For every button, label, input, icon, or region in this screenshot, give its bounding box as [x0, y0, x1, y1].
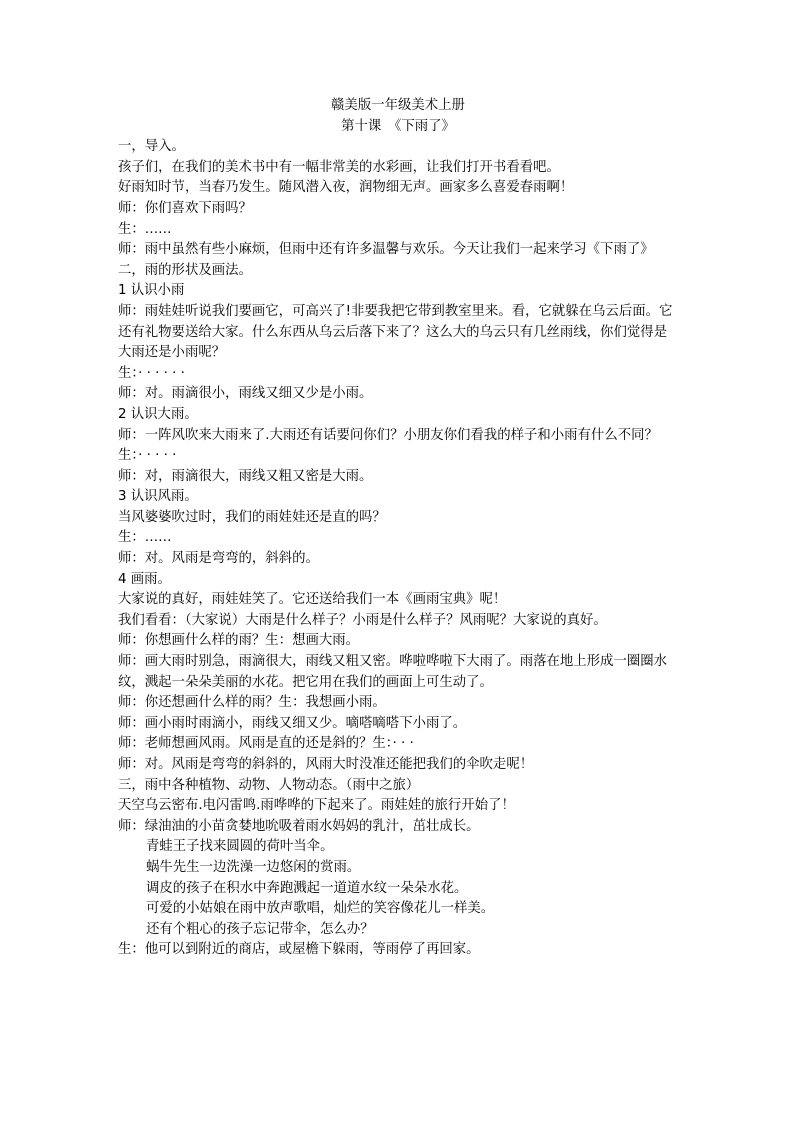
dialogue-line: 师：老师想画风雨。风雨是直的还是斜的？生：· · · [118, 736, 414, 752]
dialogue-line: 师：你们喜欢下雨吗？ [118, 200, 252, 216]
paragraph: 孩子们，在我们的美术书中有一幅非常美的水彩画，让我们打开书看看吧。 [118, 159, 560, 175]
dialogue-line: 师：你想画什么样的雨？生：想画大雨。 [118, 633, 360, 649]
section-heading: 二，雨的形状及画法。 [118, 262, 252, 278]
lesson-title: 第十课 《下雨了》 [341, 118, 455, 134]
subsection-heading: 2 认识大雨。 [118, 406, 198, 422]
dialogue-line: 生：· · · · · [118, 448, 177, 464]
indented-line: 还有个粗心的孩子忘记带伞，怎么办？ [146, 921, 374, 937]
dialogue-line: 师：画小雨时雨滴小，雨线又细又少。嘀嗒嘀嗒下小雨了。 [118, 715, 467, 731]
dialogue-line: 师：绿油油的小苗贪婪地吮吸着雨水妈妈的乳汁，茁壮成长。 [118, 818, 480, 834]
dialogue-line: 生：他可以到附近的商店，或屋檐下躲雨，等雨停了再回家。 [118, 942, 480, 958]
subsection-heading: 1 认识小雨 [118, 283, 185, 299]
section-heading: 三，雨中各种植物、动物、人物动态。（雨中之旅） [118, 777, 420, 793]
dialogue-line: 师：雨娃娃听说我们要画它，可高兴了!非要我把它带到教室里来。看，它就躲在乌云后面。它还有礼物要送给大家。什么东西从乌云后落下来了？这么大的乌云只有几丝雨线，你们觉得是大雨还是小雨呢？ [118, 303, 673, 361]
section-heading: 一，导入。 [118, 139, 185, 155]
subsection-heading: 4 画雨。 [118, 571, 171, 587]
dialogue-line: 师：你还想画什么样的雨？生：我想画小雨。 [118, 695, 386, 711]
document-page [118, 96, 678, 961]
paragraph: 当风婆婆吹过时，我们的雨娃娃还是直的吗？ [118, 509, 386, 525]
dialogue-line: 生：· · · · · · [118, 365, 185, 381]
book-title: 赣美版一年级美术上册 [331, 98, 465, 113]
paragraph: 我们看看：（大家说）大雨是什么样子？小雨是什么样子？风雨呢？大家说的真好。 [118, 612, 607, 628]
paragraph: 天空乌云密布.电闪雷鸣.雨哗哗的下起来了。雨娃娃的旅行开始了！ [118, 798, 515, 814]
dialogue-line: 师：对。雨滴很小，雨线又细又少是小雨。 [118, 386, 373, 402]
dialogue-line: 师：对。风雨是弯弯的斜斜的，风雨大时没准还能把我们的伞吹走呢！ [118, 757, 534, 772]
dialogue-line: 师：一阵风吹来大雨来了.大雨还有话要问你们？小朋友你们看我的样子和小雨有什么不同？ [118, 427, 658, 443]
indented-line: 可爱的小姑娘在雨中放声歌唱，灿烂的笑容像花儿一样美。 [146, 901, 495, 917]
dialogue-line: 师：对。风雨是弯弯的，斜斜的。 [118, 551, 319, 567]
indented-line: 蜗牛先生一边洗澡一边悠闲的赏雨。 [146, 859, 361, 875]
dialogue-line: 生：…… [118, 530, 172, 546]
dialogue-line: 师：画大雨时别急，雨滴很大，雨线又粗又密。哗啦哗啦下大雨了。雨落在地上形成一圈圈水纹，溅起一朵朵美丽的水花。把它用在我们的画面上可生动了。 [118, 654, 668, 690]
dialogue-line: 生：…… [118, 221, 172, 237]
dialogue-line: 师：雨中虽然有些小麻烦，但雨中还有许多温馨与欢乐。今天让我们一起来学习《下雨了》 [118, 242, 654, 258]
paragraph: 大家说的真好，雨娃娃笑了。它还送给我们一本《画雨宝典》呢！ [118, 592, 507, 608]
indented-line: 青蛙王子找来圆圆的荷叶当伞。 [146, 839, 334, 855]
paragraph: 好雨知时节，当春乃发生。随风潜入夜，润物细无声。画家多么喜爱春雨啊！ [118, 180, 574, 196]
dialogue-line: 师：对，雨滴很大，雨线又粗又密是大雨。 [118, 468, 373, 484]
subsection-heading: 3 认识风雨。 [118, 489, 198, 505]
indented-line: 调皮的孩子在积水中奔跑溅起一道道水纹一朵朵水花。 [146, 880, 468, 896]
